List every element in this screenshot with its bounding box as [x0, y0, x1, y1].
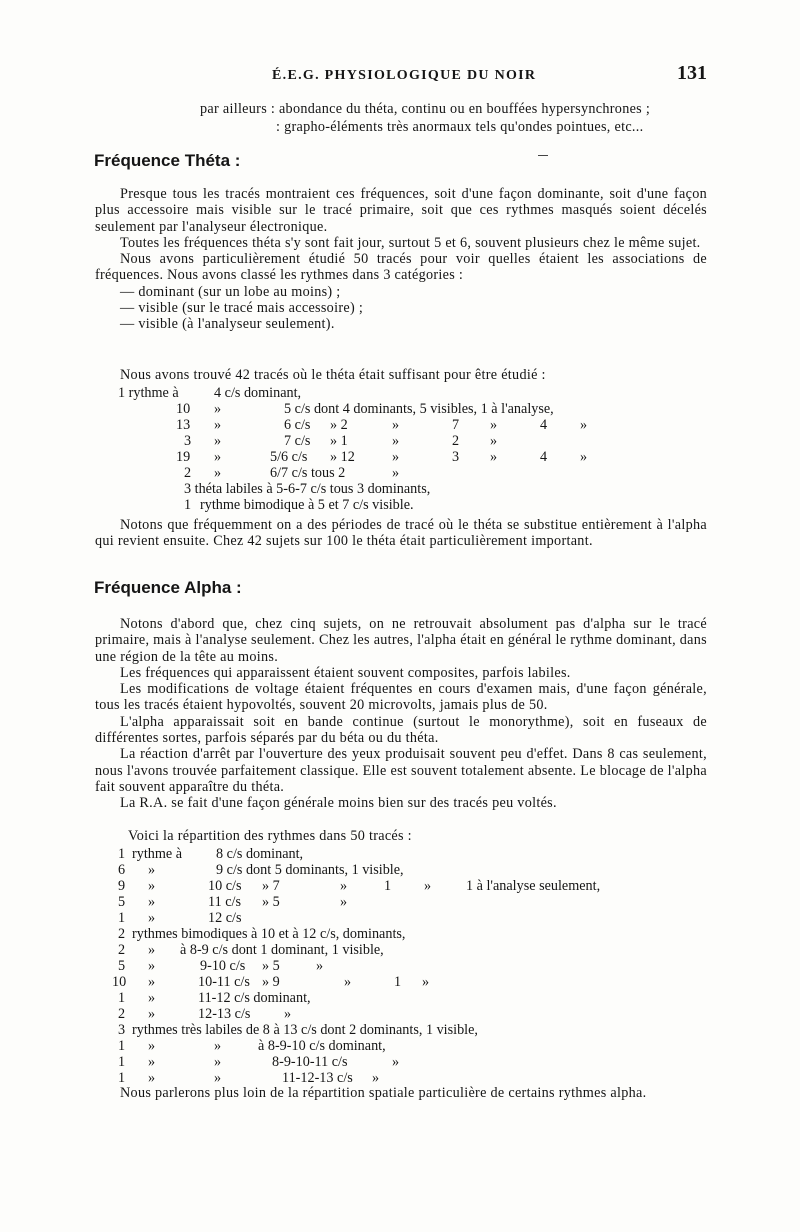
alpha-paragraph-2: Les fréquences qui apparaissent étaient souvent composites, parfois labiles. — [120, 664, 571, 681]
section-heading-alpha: Fréquence Alpha : — [94, 578, 242, 597]
alpha-paragraph-4: L'alpha apparaissait soit en bande continue (surtout le monorythme), soit en fuseaux de différentes sortes, parfois séparés par du béta ou du théta. — [95, 713, 707, 747]
alpha-paragraph-5: La réaction d'arrêt par l'ouverture des yeux produisait souvent peu d'effet. Dans 8 cas seulement, nous l'avons trouvée parfaitement classique. Elle est souvent totalement absente. Le blocage de l'alpha fait souvent apparaître du théta. — [95, 746, 707, 795]
theta-paragraph-3: Nous avons particulièrement étudié 50 tracés pour voir quelles étaient les associations de fréquences. Nous avons classé les rythmes dans 3 catégories : — [95, 251, 707, 284]
intro-line-2: : grapho-éléments très anormaux tels qu'ondes pointues, etc... — [276, 119, 644, 135]
alpha-section — [95, 616, 707, 812]
theta-section — [95, 186, 707, 333]
alpha-paragraph-8: Nous parlerons plus loin de la répartition spatiale particulière de certains rythmes alpha. — [120, 1085, 647, 1101]
page-number: 131 — [677, 62, 707, 84]
theta-category-3: — visible (à l'analyseur seulement). — [120, 316, 335, 333]
theta-category-1: — dominant (sur un lobe au moins) ; — [120, 283, 341, 300]
section-heading-theta: Fréquence Théta : — [94, 151, 241, 170]
alpha-paragraph-8-wrap — [95, 1085, 707, 1101]
alpha-paragraph-6: La R.A. se fait d'une façon générale moins bien sur des tracés peu voltés. — [120, 795, 557, 812]
intro-line-1: par ailleurs : abondance du théta, continu ou en bouffées hypersynchrones ; — [200, 101, 651, 117]
theta-paragraph-4: Nous avons trouvé 42 tracés où le théta était suffisant pour être étudié : — [120, 367, 546, 383]
running-header: É.E.G. PHYSIOLOGIQUE DU NOIR — [272, 68, 537, 83]
theta-paragraph-5-wrap — [95, 517, 707, 550]
alpha-paragraph-7: Voici la répartition des rythmes dans 50 tracés : — [128, 828, 412, 844]
theta-category-2: — visible (sur le tracé mais accessoire) ; — [120, 300, 364, 317]
stray-mark — [538, 155, 548, 156]
alpha-paragraph-3: Les modifications de voltage étaient fréquentes en cours d'examen mais, d'une façon générale, tous les tracés étaient hypovoltés, souvent 20 microvolts, jamais plus de 50. — [95, 681, 707, 714]
theta-paragraph-5: Notons que fréquemment on a des périodes de tracé où le théta se substitue entièrement à l'alpha qui revient ensuite. Chez 42 sujets sur 100 le théta était particulièrement important. — [95, 517, 707, 550]
alpha-paragraph-1: Notons d'abord que, chez cinq sujets, on ne retrouvait absolument pas d'alpha sur le tracé primaire, mais à l'analyse seulement. Chez les autres, l'alpha était en général le rythme dominant, dans une région de la tête au moins. — [95, 616, 707, 665]
theta-paragraph-1: Presque tous les tracés montraient ces fréquences, soit d'une façon dominante, soit d'une façon plus accessoire mais visible sur le tracé primaire, soit que ces rythmes masqués soient décelés seulement par l'analyseur électronique. — [95, 186, 707, 235]
theta-paragraph-2: Toutes les fréquences théta s'y sont fait jour, surtout 5 et 6, souvent plusieurs chez le même sujet. — [120, 234, 701, 251]
